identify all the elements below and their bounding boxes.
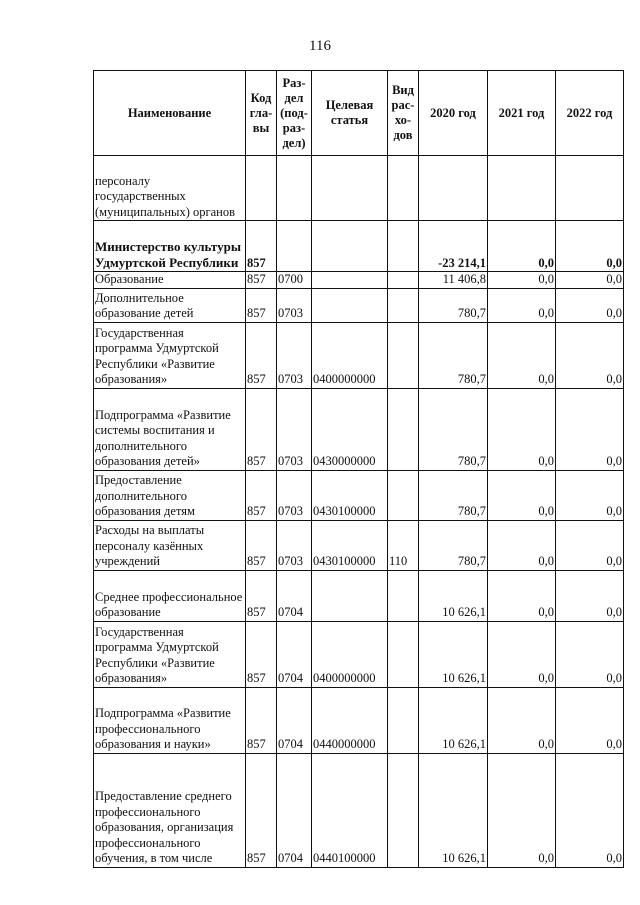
page-number: 116 <box>309 38 331 54</box>
row-name: Предоставление дополнительного образования детям <box>94 470 246 520</box>
row-name: Министерство культуры Удмуртской Республики <box>94 221 246 272</box>
header-2022: 2022 год <box>556 71 624 156</box>
row-code: 857 <box>246 272 277 289</box>
row-2022: 0,0 <box>556 621 624 687</box>
row-name: Предоставление среднего профессионального образования, организация профессионального обучения, в том числе <box>94 753 246 867</box>
row-code <box>246 156 277 221</box>
row-2020: 780,7 <box>419 520 488 570</box>
row-2020: 11 406,8 <box>419 272 488 289</box>
row-name: Образование <box>94 272 246 289</box>
table-row <box>94 388 624 470</box>
row-type <box>388 570 419 621</box>
row-2021: 0,0 <box>488 570 556 621</box>
row-type <box>388 753 419 867</box>
row-2022: 0,0 <box>556 288 624 322</box>
table-row <box>94 753 624 867</box>
row-2020: 780,7 <box>419 288 488 322</box>
table-row <box>94 470 624 520</box>
row-2022: 0,0 <box>556 322 624 388</box>
row-type <box>388 272 419 289</box>
row-2021: 0,0 <box>488 753 556 867</box>
row-name: Подпрограмма «Развитие профессионального образования и науки» <box>94 687 246 753</box>
row-target <box>312 156 388 221</box>
table-row <box>94 570 624 621</box>
row-section: 0704 <box>277 753 312 867</box>
row-section: 0703 <box>277 322 312 388</box>
row-2022: 0,0 <box>556 520 624 570</box>
header-2021: 2021 год <box>488 71 556 156</box>
header-target: Целевая статья <box>312 71 388 156</box>
table-header-row <box>94 71 624 156</box>
row-2022: 0,0 <box>556 388 624 470</box>
row-target <box>312 570 388 621</box>
row-2022: 0,0 <box>556 470 624 520</box>
row-section: 0703 <box>277 288 312 322</box>
row-2021: 0,0 <box>488 687 556 753</box>
row-2020: 780,7 <box>419 322 488 388</box>
row-section <box>277 156 312 221</box>
row-2021: 0,0 <box>488 221 556 272</box>
row-code: 857 <box>246 570 277 621</box>
row-type <box>388 288 419 322</box>
row-type <box>388 621 419 687</box>
header-2020: 2020 год <box>419 71 488 156</box>
table-row <box>94 322 624 388</box>
row-code: 857 <box>246 388 277 470</box>
row-target: 0440100000 <box>312 753 388 867</box>
row-type <box>388 388 419 470</box>
row-section <box>277 221 312 272</box>
row-type <box>388 687 419 753</box>
row-name: Подпрограмма «Развитие системы воспитания и дополнительного образования детей» <box>94 388 246 470</box>
table-row <box>94 621 624 687</box>
row-target: 0430100000 <box>312 470 388 520</box>
row-2020: -23 214,1 <box>419 221 488 272</box>
row-target: 0430000000 <box>312 388 388 470</box>
header-section: Раз-дел (под-раз-дел) <box>277 71 312 156</box>
row-name: персоналу государственных (муниципальных) органов <box>94 156 246 221</box>
row-code: 857 <box>246 687 277 753</box>
row-2022: 0,0 <box>556 687 624 753</box>
table-row <box>94 288 624 322</box>
row-2020: 780,7 <box>419 470 488 520</box>
row-2021: 0,0 <box>488 470 556 520</box>
table-row <box>94 520 624 570</box>
row-target: 0430100000 <box>312 520 388 570</box>
table-row <box>94 687 624 753</box>
row-2021: 0,0 <box>488 621 556 687</box>
row-code: 857 <box>246 221 277 272</box>
table-row <box>94 221 624 272</box>
row-2020: 10 626,1 <box>419 570 488 621</box>
header-type: Вид рас-хо-дов <box>388 71 419 156</box>
row-2020 <box>419 156 488 221</box>
row-name: Расходы на выплаты персоналу казённых учреждений <box>94 520 246 570</box>
row-name: Государственная программа Удмуртской Республики «Развитие образования» <box>94 621 246 687</box>
row-2021: 0,0 <box>488 322 556 388</box>
row-section: 0703 <box>277 470 312 520</box>
row-section: 0703 <box>277 520 312 570</box>
row-2022: 0,0 <box>556 570 624 621</box>
row-code: 857 <box>246 470 277 520</box>
row-type <box>388 156 419 221</box>
row-2021 <box>488 156 556 221</box>
row-name: Государственная программа Удмуртской Республики «Развитие образования» <box>94 322 246 388</box>
row-2022: 0,0 <box>556 221 624 272</box>
row-code: 857 <box>246 520 277 570</box>
row-section: 0704 <box>277 621 312 687</box>
header-code: Код гла-вы <box>246 71 277 156</box>
row-target: 0400000000 <box>312 322 388 388</box>
row-section: 0703 <box>277 388 312 470</box>
budget-table <box>93 70 624 868</box>
row-2021: 0,0 <box>488 388 556 470</box>
row-code: 857 <box>246 322 277 388</box>
row-section: 0704 <box>277 687 312 753</box>
row-2022: 0,0 <box>556 272 624 289</box>
row-code: 857 <box>246 621 277 687</box>
row-type: 110 <box>388 520 419 570</box>
row-code: 857 <box>246 753 277 867</box>
row-2021: 0,0 <box>488 520 556 570</box>
row-target <box>312 272 388 289</box>
row-type <box>388 322 419 388</box>
row-2020: 10 626,1 <box>419 687 488 753</box>
row-2021: 0,0 <box>488 288 556 322</box>
table-row <box>94 272 624 289</box>
row-type <box>388 470 419 520</box>
row-2022: 0,0 <box>556 753 624 867</box>
row-type <box>388 221 419 272</box>
row-target: 0400000000 <box>312 621 388 687</box>
row-2021: 0,0 <box>488 272 556 289</box>
row-code: 857 <box>246 288 277 322</box>
row-section: 0700 <box>277 272 312 289</box>
header-name: Наименование <box>94 71 246 156</box>
row-2020: 10 626,1 <box>419 753 488 867</box>
row-target <box>312 221 388 272</box>
row-target: 0440000000 <box>312 687 388 753</box>
row-2022 <box>556 156 624 221</box>
table-row <box>94 156 624 221</box>
row-name: Среднее профессиональное образование <box>94 570 246 621</box>
row-target <box>312 288 388 322</box>
row-2020: 780,7 <box>419 388 488 470</box>
row-section: 0704 <box>277 570 312 621</box>
row-2020: 10 626,1 <box>419 621 488 687</box>
row-name: Дополнительное образование детей <box>94 288 246 322</box>
